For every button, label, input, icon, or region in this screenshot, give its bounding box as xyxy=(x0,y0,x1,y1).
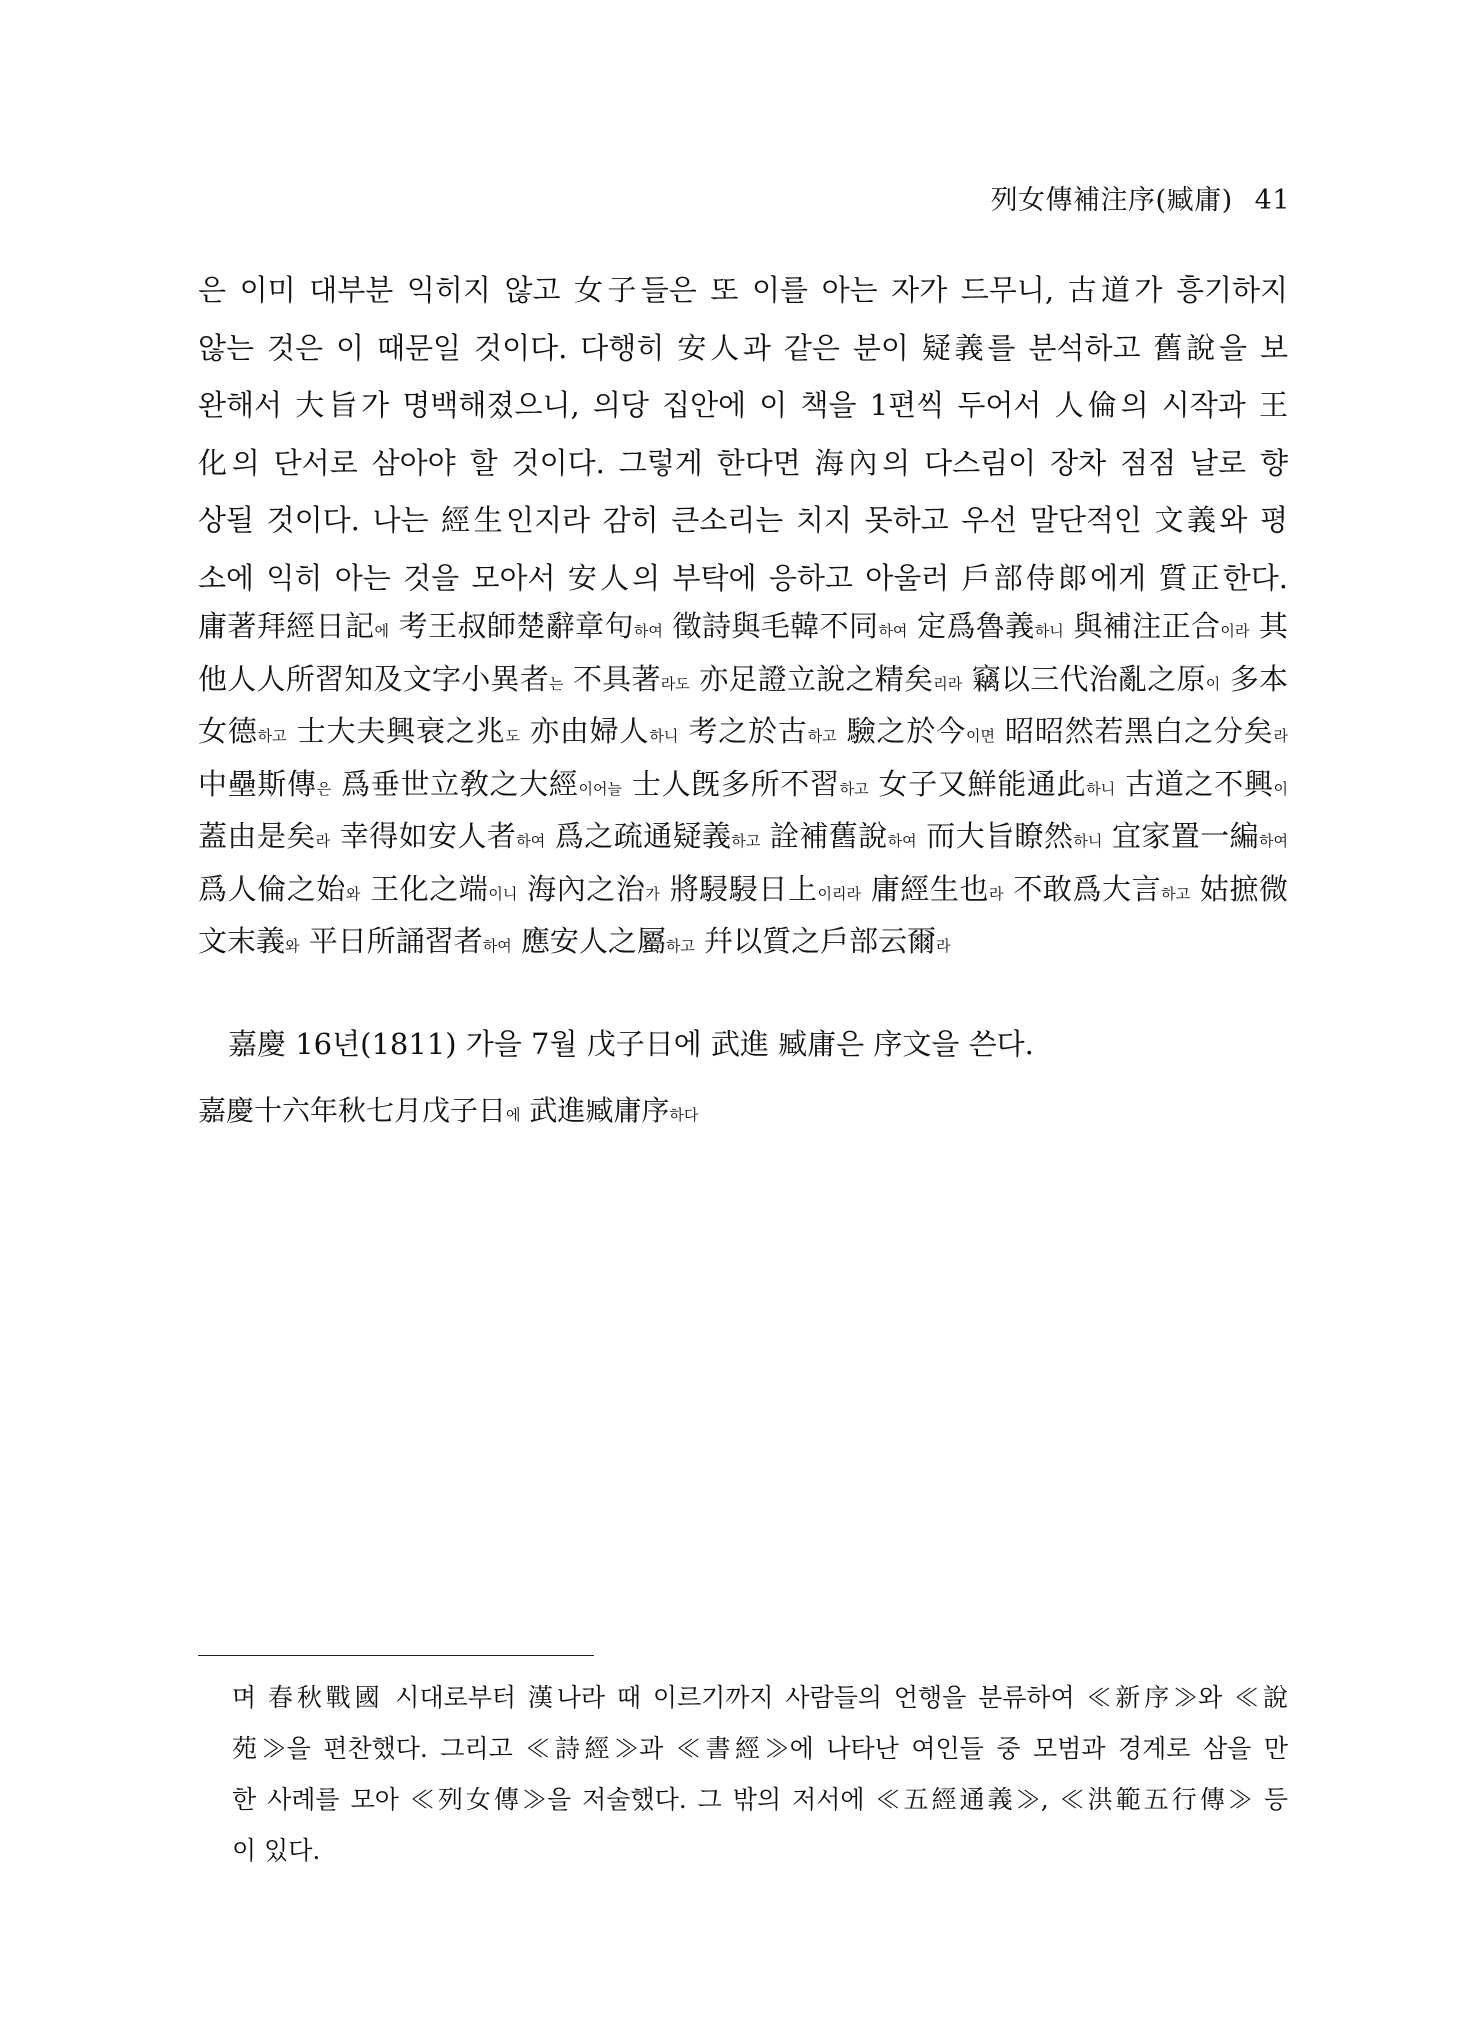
date-translation: 嘉慶 16년(1811) 가을 7월 戊子日에 武進 臧庸은 序文을 쓴다. xyxy=(228,1027,1034,1061)
footnote xyxy=(232,1672,1288,1876)
particle-text: 이니 xyxy=(488,884,518,903)
particle-text: 하고 xyxy=(1161,884,1191,903)
particle-text: 하고 xyxy=(257,727,287,745)
hanja-text: 驗之於今 xyxy=(836,714,967,748)
particle-text: 이 xyxy=(1273,779,1289,798)
footnote-divider xyxy=(198,1655,594,1656)
particle-text: 라 xyxy=(1273,727,1289,745)
hanja-text: 文末義 xyxy=(198,924,286,958)
hanja-text: 昭昭然若黑白之分矣 xyxy=(995,714,1274,748)
particle-text: 이면 xyxy=(966,727,996,745)
date-original-particle: 에 xyxy=(506,1106,521,1124)
particle-text: 하고 xyxy=(807,727,837,745)
particle-text: 가 xyxy=(645,884,660,903)
page-number: 41 xyxy=(1254,185,1290,216)
particle-text: 하여 xyxy=(887,832,917,850)
hanja-text: 海內之治 xyxy=(517,871,646,906)
hanja-text: 士大夫興衰之兆 xyxy=(286,714,506,748)
footnote-line: 이 있다. xyxy=(232,1836,321,1865)
original-line xyxy=(198,705,1288,758)
particle-text: 하여 xyxy=(482,937,512,955)
hanja-text: 亦足證立說之精矣 xyxy=(689,661,934,696)
footnote-line: 苑≫을 편찬했다. 그리고 ≪詩經≫과 ≪書經≫에 나타난 여인들 중 모범과 경계로 삼을 만 xyxy=(232,1734,1288,1763)
translation-line: 완해서 大旨가 명백해졌으니, 의당 집안에 이 책을 1편씩 두어서 人倫의 시작과 王 xyxy=(198,388,1288,422)
hanja-text: 庸經生也 xyxy=(861,871,990,906)
hanja-text: 而大旨瞭然 xyxy=(916,819,1074,853)
hanja-text: 他人人所習知及文字小異者 xyxy=(198,661,550,696)
hanja-text: 不敢爲大言 xyxy=(1003,871,1162,906)
particle-text: 도 xyxy=(505,727,520,745)
hanja-text: 竊以三代治亂之原 xyxy=(962,661,1206,696)
hanja-text: 定爲魯義 xyxy=(907,609,1035,643)
translation-line: 않는 것은 이 때문일 것이다. 다행히 安人과 같은 분이 疑義를 분석하고 舊說을 보 xyxy=(198,330,1288,365)
particle-text: 와 xyxy=(285,937,300,955)
original-line xyxy=(198,915,1288,968)
hanja-text: 詮補舊說 xyxy=(760,819,888,853)
footnote-line: 한 사례를 모아 ≪列女傳≫을 저술했다. 그 밖의 저서에 ≪五經通義≫, ≪洪範五行傳≫ 등 xyxy=(232,1785,1288,1814)
footnote-line: 며 春秋戰國 시대로부터 漢나라 때 이르기까지 사람들의 언행을 분류하여 ≪新序≫와 ≪說 xyxy=(232,1683,1288,1712)
hanja-text: 不具著 xyxy=(563,661,661,696)
original-line xyxy=(198,600,1288,653)
hanja-text: 平日所誦習者 xyxy=(299,924,483,958)
hanja-text: 士人旣多所不習 xyxy=(622,766,840,801)
original-line xyxy=(198,653,1288,706)
date-original-main: 嘉慶十六年秋七月戊子日 xyxy=(198,1094,507,1127)
particle-text: 라 xyxy=(989,884,1004,903)
particle-text: 와 xyxy=(345,884,361,903)
original-line xyxy=(198,758,1288,811)
hanja-text: 考之於古 xyxy=(678,714,808,748)
particle-text: 에 xyxy=(374,622,389,640)
hanja-text: 亦由婦人 xyxy=(519,714,650,748)
particle-text: 라 xyxy=(936,937,951,955)
hanja-text: 幸得如安人者 xyxy=(330,819,517,853)
hanja-text: 將駸駸日上 xyxy=(659,871,818,906)
hanja-text: 姑摭微 xyxy=(1190,871,1289,906)
particle-text: 하고 xyxy=(839,779,869,798)
translation-line: 은 이미 대부분 익히지 않고 女子들은 또 이를 아는 자가 드무니, 古道가 흥기하지 xyxy=(198,273,1288,307)
hanja-text: 蓋由是矣 xyxy=(198,819,316,853)
hanja-text: 庸著拜經日記 xyxy=(198,609,375,643)
particle-text: 하고 xyxy=(731,832,761,850)
particle-text: 하여 xyxy=(633,622,663,640)
particle-text: 하여 xyxy=(516,832,546,850)
hanja-text: 爲人倫之始 xyxy=(198,871,346,906)
particle-text: 이어늘 xyxy=(578,779,623,798)
particle-text: 리라 xyxy=(933,674,963,693)
date-original xyxy=(198,1089,698,1129)
particle-text: 하니 xyxy=(1086,779,1116,798)
particle-text: 하여 xyxy=(878,622,908,640)
running-header xyxy=(991,178,1290,217)
particle-text: 라도 xyxy=(660,674,690,693)
hanja-text: 爲垂世立敎之大經 xyxy=(331,766,579,801)
hanja-text: 幷以質之戶部云爾 xyxy=(694,924,937,958)
date-original-author: 武進臧庸序 xyxy=(520,1094,670,1127)
particle-text: 이 xyxy=(1205,674,1221,693)
particle-text: 하니 xyxy=(1073,832,1103,850)
hanja-text: 古道之不興 xyxy=(1115,766,1274,801)
particle-text: 는 xyxy=(549,674,564,693)
hanja-text: 中壘斯傳 xyxy=(198,766,317,801)
hanja-text: 爲之疏通疑義 xyxy=(545,819,732,853)
translation-line: 상될 것이다. 나는 經生인지라 감히 큰소리는 치지 못하고 우선 말단적인 文義와 평 xyxy=(198,503,1288,537)
particle-text: 하고 xyxy=(665,937,695,955)
particle-text: 하니 xyxy=(649,727,679,745)
hanja-text: 宜家置一編 xyxy=(1102,819,1260,853)
particle-text: 라 xyxy=(315,832,331,850)
hanja-text: 多本 xyxy=(1220,661,1289,696)
translation-paragraph xyxy=(198,262,1288,607)
hanja-text: 考王叔師楚辭章句 xyxy=(388,609,634,643)
particle-text: 이라 xyxy=(1220,622,1250,640)
particle-text: 은 xyxy=(316,779,332,798)
hanja-text: 與補注正合 xyxy=(1063,609,1221,643)
running-title: 列女傳補注序(臧庸) xyxy=(990,185,1233,216)
translation-line: 化의 단서로 삼아야 할 것이다. 그렇게 한다면 海內의 다스림이 장차 점점 날로 향 xyxy=(198,445,1288,480)
translation-line: 소에 익히 아는 것을 모아서 安人의 부탁에 응하고 아울러 戶部侍郞에게 質正한다. xyxy=(198,560,1288,595)
hanja-text: 女子又鮮能通此 xyxy=(868,766,1087,801)
hanja-text: 王化之端 xyxy=(360,871,489,906)
original-text-paragraph xyxy=(198,600,1288,968)
hanja-text: 徵詩與毛韓不同 xyxy=(662,609,879,643)
particle-text: 하여 xyxy=(1259,832,1289,850)
hanja-text: 其 xyxy=(1249,609,1289,643)
original-line xyxy=(198,810,1288,863)
hanja-text: 應安人之屬 xyxy=(511,924,666,958)
date-original-particle: 하다 xyxy=(669,1106,699,1124)
original-line xyxy=(198,863,1288,916)
particle-text: 이리라 xyxy=(817,884,861,903)
particle-text: 하니 xyxy=(1034,622,1064,640)
hanja-text: 女德 xyxy=(198,714,258,748)
